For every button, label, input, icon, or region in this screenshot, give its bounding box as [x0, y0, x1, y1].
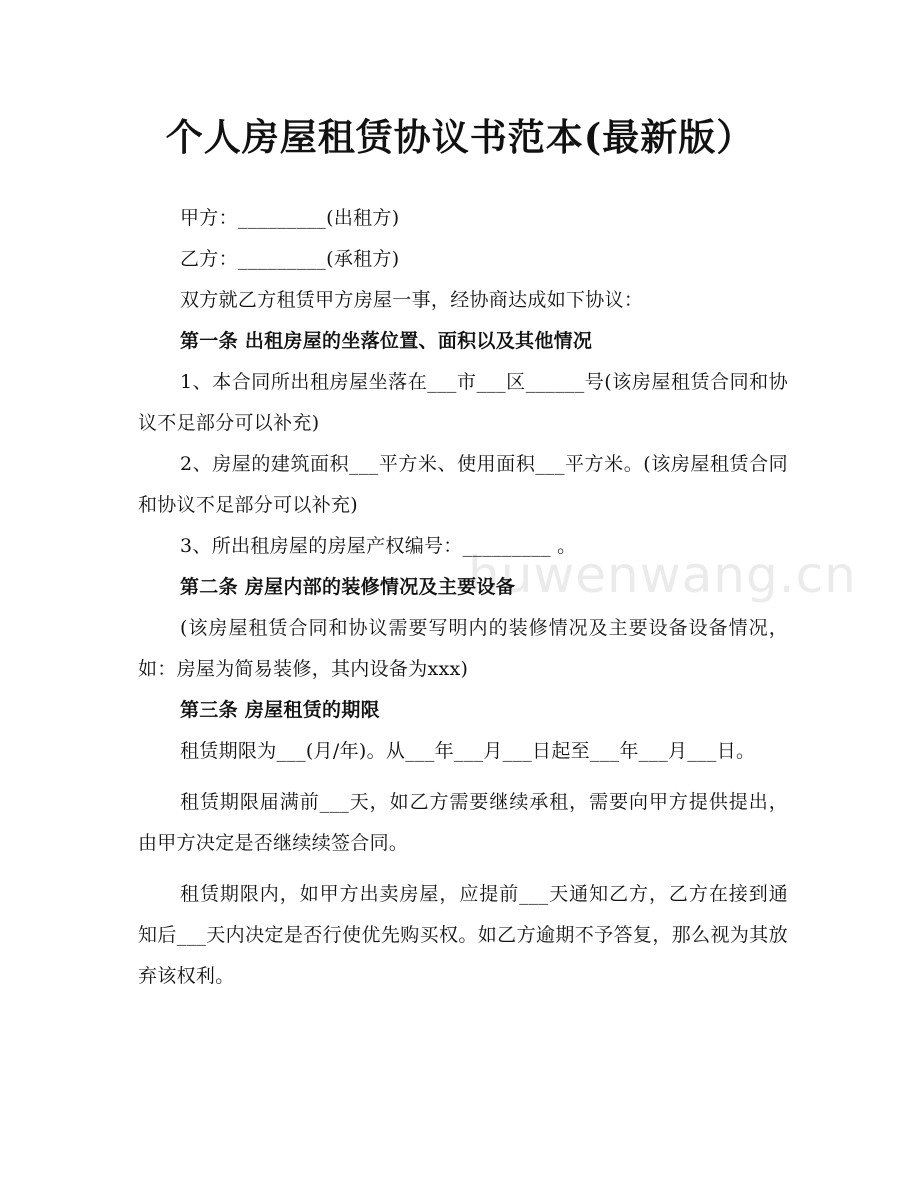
article-1-item-2: 2、房屋的建筑面积___平方米、使用面积___平方米。(该房屋租赁合同和协议不足部分可以补充) [138, 453, 788, 516]
article-3-term: 租赁期限为___(月/年)。从___年___月___日起至___年___月___日。 [180, 740, 756, 762]
watermark: huwenwang.cn [468, 546, 857, 604]
article-1-item-1: 1、本合同所出租房屋坐落在___市___区______号(该房屋租赁合同和协议不足部分可以补充) [138, 371, 788, 434]
document-body [138, 198, 788, 997]
article-2-text: (该房屋租赁合同和协议需要写明内的装修情况及主要设备设备情况，如：房屋为简易装修，其内设备为xxx) [138, 617, 788, 680]
article-2-heading: 第二条 房屋内部的装修情况及主要设备 [180, 576, 516, 598]
party-a-line: 甲方：_________(出租方) [180, 207, 400, 229]
article-3-renewal: 租赁期限届满前___天，如乙方需要继续承租，需要向甲方提供提出，由甲方决定是否继续续签合同。 [138, 791, 788, 854]
document-title: 个人房屋租赁协议书范本(最新版） [165, 115, 755, 159]
article-1-heading: 第一条 出租房屋的坐落位置、面积以及其他情况 [180, 330, 593, 352]
article-1-item-3: 3、所出租房屋的房屋产权编号：_________ 。 [180, 535, 577, 557]
agreement-intro: 双方就乙方租赁甲方房屋一事，经协商达成如下协议： [180, 289, 644, 311]
article-3-preemption: 租赁期限内，如甲方出卖房屋，应提前___天通知乙方，乙方在接到通知后___天内决定是否行使优先购买权。如乙方逾期不予答复，那么视为其放弃该权利。 [138, 883, 788, 987]
party-b-line: 乙方：_________(承租方) [180, 248, 400, 270]
article-3-heading: 第三条 房屋租赁的期限 [180, 699, 380, 721]
